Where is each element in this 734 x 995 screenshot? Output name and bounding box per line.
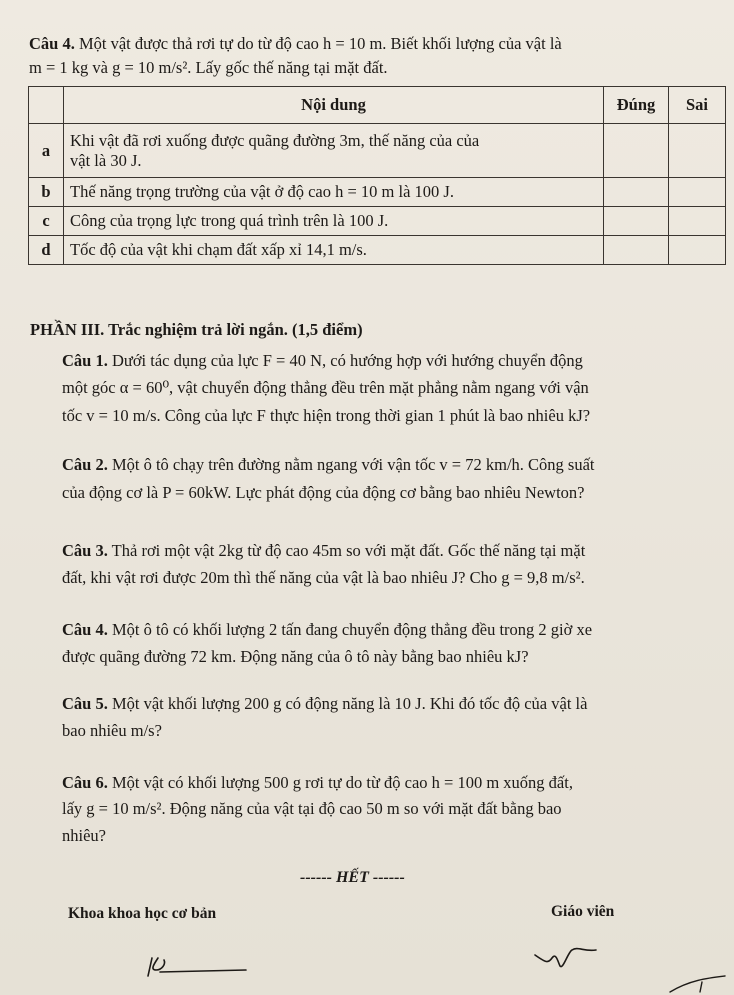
question-line <box>62 541 585 561</box>
question-line <box>62 620 592 640</box>
table-row <box>29 236 726 265</box>
row-id: a <box>29 124 64 178</box>
header-true: Đúng <box>604 87 669 124</box>
q4-label: Câu 4. <box>29 34 75 53</box>
part3-title: PHẦN III. Trắc nghiệm trả lời ngắn. (1,5 điểm) <box>30 320 363 339</box>
question-line: bao nhiêu m/s? <box>62 721 162 740</box>
row-id: d <box>29 236 64 265</box>
question-text: Dưới tác dụng của lực F = 40 N, có hướng hợp với hướng chuyển động <box>107 351 583 370</box>
header-false: Sai <box>669 87 726 124</box>
row-text: Công của trọng lực trong quá trình trên là 100 J. <box>64 207 604 236</box>
row-id: c <box>29 207 64 236</box>
question-text: Một vật có khối lượng 500 g rơi tự do từ độ cao h = 100 m xuống đất, <box>107 773 573 792</box>
question-label: Câu 2. <box>62 455 108 474</box>
question-text: Một vật khối lượng 200 g có động năng là 10 J. Khi đó tốc độ của vật là <box>107 694 588 713</box>
table-header-row <box>29 87 726 124</box>
q4-text1: Một vật được thả rơi tự do từ độ cao h = 10 m. Biết khối lượng của vật là <box>74 34 562 53</box>
question-label: Câu 5. <box>62 694 108 713</box>
table-row <box>29 124 726 178</box>
question-line: nhiêu? <box>62 826 106 845</box>
question-text: Một ô tô chạy trên đường nằm ngang với vận tốc v = 72 km/h. Công suất <box>107 455 595 474</box>
true-false-table <box>28 86 726 265</box>
row-text-line: Khi vật đã rơi xuống được quãng đường 3m, thế năng của của <box>70 130 480 150</box>
question-line: của động cơ là P = 60kW. Lực phát động của động cơ bằng bao nhiêu Newton? <box>62 483 585 502</box>
answer-false-cell[interactable] <box>669 124 726 178</box>
question-line: được quãng đường 72 km. Động năng của ô tô này bằng bao nhiêu kJ? <box>62 647 529 666</box>
answer-false-cell[interactable] <box>669 207 726 236</box>
answer-true-cell[interactable] <box>604 207 669 236</box>
q4-line1 <box>29 34 562 54</box>
question-line: lấy g = 10 m/s². Động năng của vật tại độ cao 50 m so với mặt đất bằng bao <box>62 799 562 818</box>
answer-false-cell[interactable] <box>669 178 726 207</box>
question-text: Thả rơi một vật 2kg từ độ cao 45m so với mặt đất. Gốc thế năng tại mặt <box>107 541 586 560</box>
left-signature-mark <box>130 940 250 980</box>
question-line <box>62 694 587 714</box>
answer-false-cell[interactable] <box>669 236 726 265</box>
row-text: Tốc độ của vật khi chạm đất xấp xỉ 14,1 m/s. <box>64 236 604 265</box>
question-text: Một ô tô có khối lượng 2 tấn đang chuyển động thẳng đều trong 2 giờ xe <box>107 620 593 639</box>
right-signature-mark <box>530 940 730 995</box>
question-label: Câu 3. <box>62 541 108 560</box>
row-text-line: vật là 30 J. <box>70 150 142 170</box>
question-line <box>62 773 573 793</box>
q4-line2: m = 1 kg và g = 10 m/s². Lấy gốc thế năng tại mặt đất. <box>29 58 388 77</box>
question-line <box>62 455 594 475</box>
question-label: Câu 1. <box>62 351 108 370</box>
left-signature-title: Khoa khoa học cơ bản <box>68 905 217 922</box>
header-id <box>29 87 64 124</box>
question-label: Câu 6. <box>62 773 108 792</box>
row-id: b <box>29 178 64 207</box>
question-label: Câu 4. <box>62 620 108 639</box>
end-marker: ------ HẾT ------ <box>300 869 405 886</box>
right-signature-title: Giáo viên <box>551 903 615 920</box>
question-line: tốc v = 10 m/s. Công của lực F thực hiện trong thời gian 1 phút là bao nhiêu kJ? <box>62 406 591 425</box>
row-text <box>64 124 604 178</box>
table-row <box>29 178 726 207</box>
answer-true-cell[interactable] <box>604 236 669 265</box>
answer-true-cell[interactable] <box>604 124 669 178</box>
header-content: Nội dung <box>64 87 604 124</box>
table-row <box>29 207 726 236</box>
question-line: đất, khi vật rơi được 20m thì thế năng của vật là bao nhiêu J? Cho g = 9,8 m/s². <box>62 568 585 587</box>
question-line: một góc α = 60⁰, vật chuyển động thẳng đều trên mặt phẳng nằm ngang với vận <box>62 378 589 397</box>
answer-true-cell[interactable] <box>604 178 669 207</box>
row-text: Thế năng trọng trường của vật ở độ cao h = 10 m là 100 J. <box>64 178 604 207</box>
question-line <box>62 351 583 371</box>
